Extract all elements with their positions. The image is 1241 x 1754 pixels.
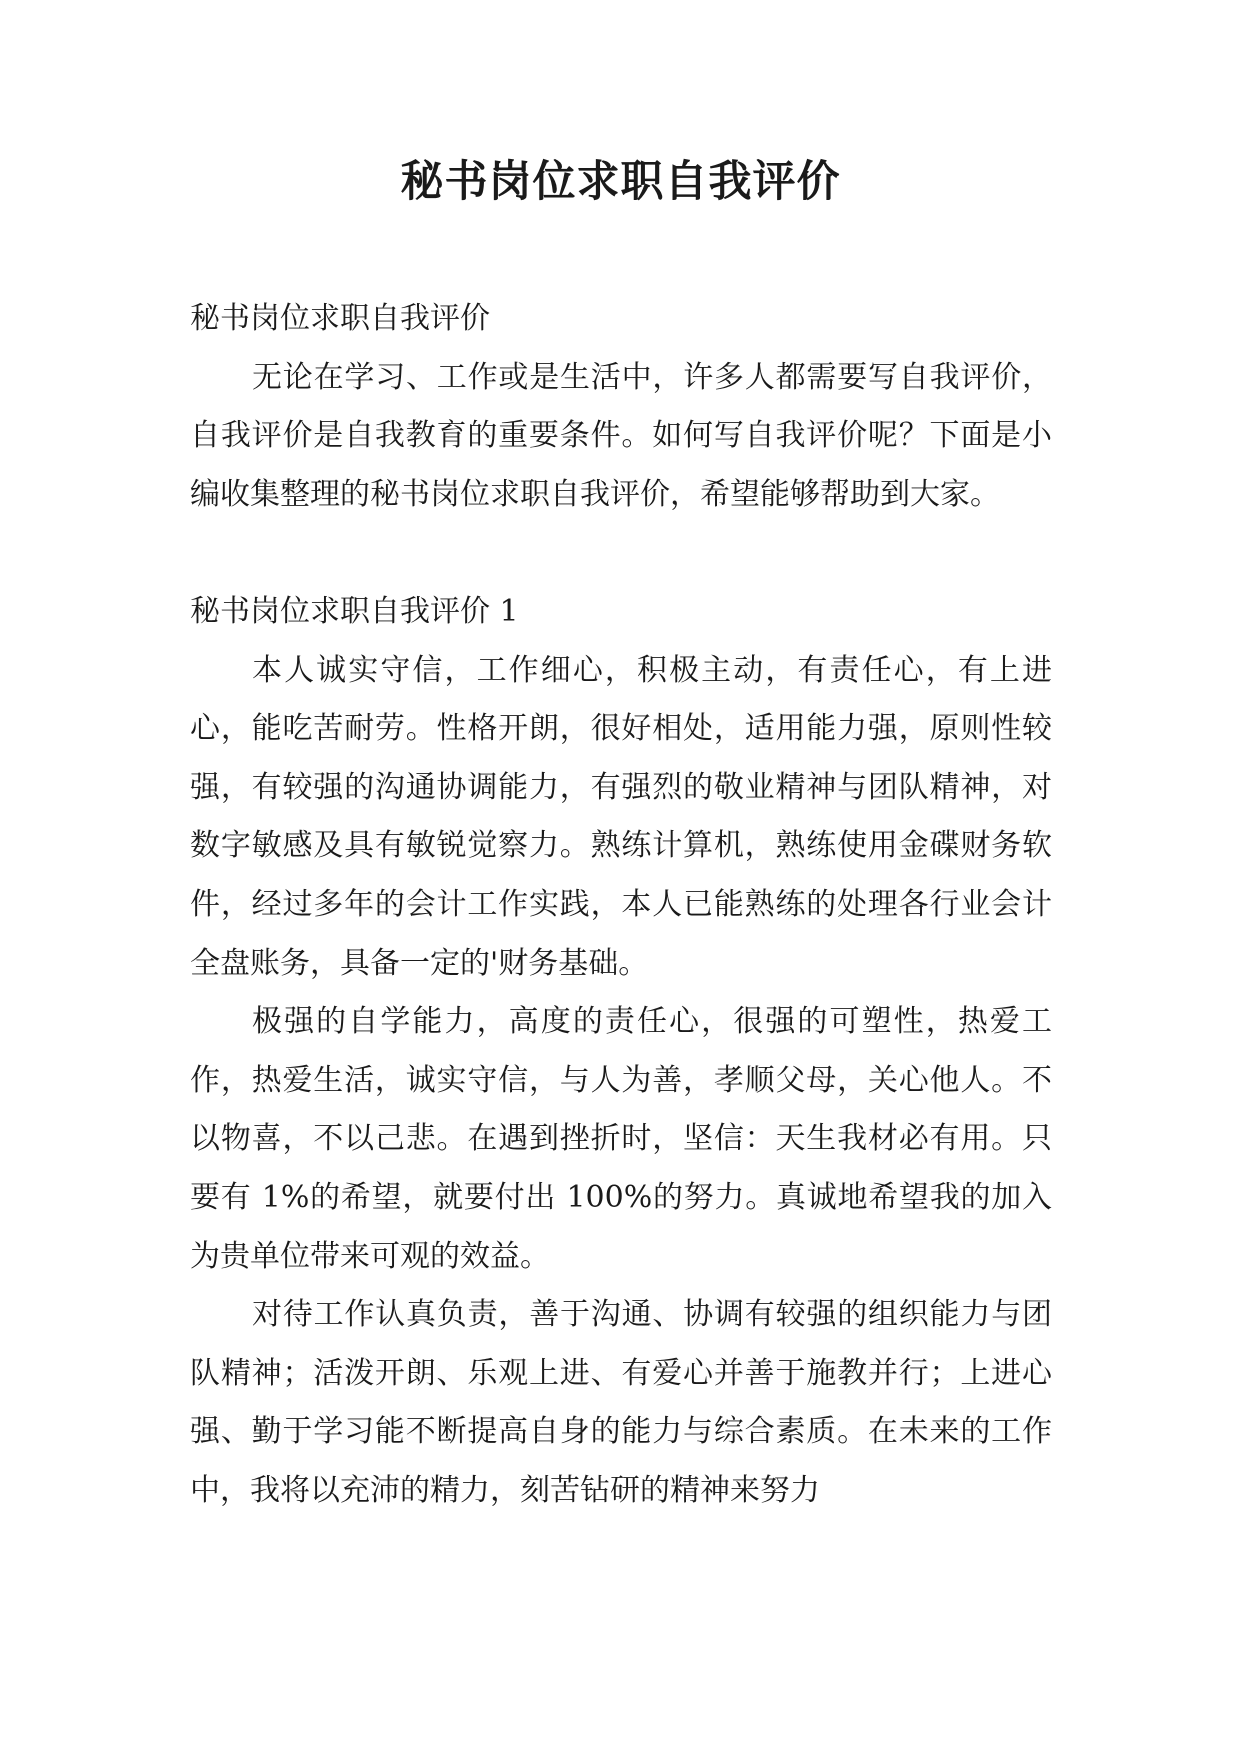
intro-heading: 秘书岗位求职自我评价: [190, 301, 490, 336]
intro-paragraph: 无论在学习、工作或是生活中，许多人都需要写自我评价，自我评价是自我教育的重要条件。如何写自我评价呢？下面是小编收集整理的秘书岗位求职自我评价，希望能够帮助到大家。: [190, 359, 1052, 512]
document-title: 秘书岗位求职自我评价: [400, 157, 841, 207]
section-spacer: [190, 524, 1052, 583]
document-body: [190, 290, 1052, 1520]
section1-paragraph-3: 对待工作认真负责，善于沟通、协调有较强的组织能力与团队精神；活泼开朗、乐观上进、有爱心并善于施教并行；上进心强、勤于学习能不断提高自身的能力与综合素质。在未来的工作中，我将以充沛的精力，刻苦钻研的精神来努力: [190, 1297, 1052, 1508]
section1-paragraph-2: 极强的自学能力，高度的责任心，很强的可塑性，热爱工作，热爱生活，诚实守信，与人为善，孝顺父母，关心他人。不以物喜，不以己悲。在遇到挫折时，坚信：天生我材必有用。只要有 1%的希望，就要付出 100%的努力。真诚地希望我的加入为贵单位带来可观的效益。: [190, 1004, 1052, 1274]
section1-paragraph-1: 本人诚实守信，工作细心，积极主动，有责任心，有上进心，能吃苦耐劳。性格开朗，很好相处，适用能力强，原则性较强，有较强的沟通协调能力，有强烈的敬业精神与团队精神，对数字敏感及具有敏锐觉察力。熟练计算机，熟练使用金碟财务软件，经过多年的会计工作实践，本人已能熟练的处理各行业会计全盘账务，具备一定的'财务基础。: [190, 652, 1052, 981]
section1-heading: 秘书岗位求职自我评价 1: [190, 593, 519, 629]
